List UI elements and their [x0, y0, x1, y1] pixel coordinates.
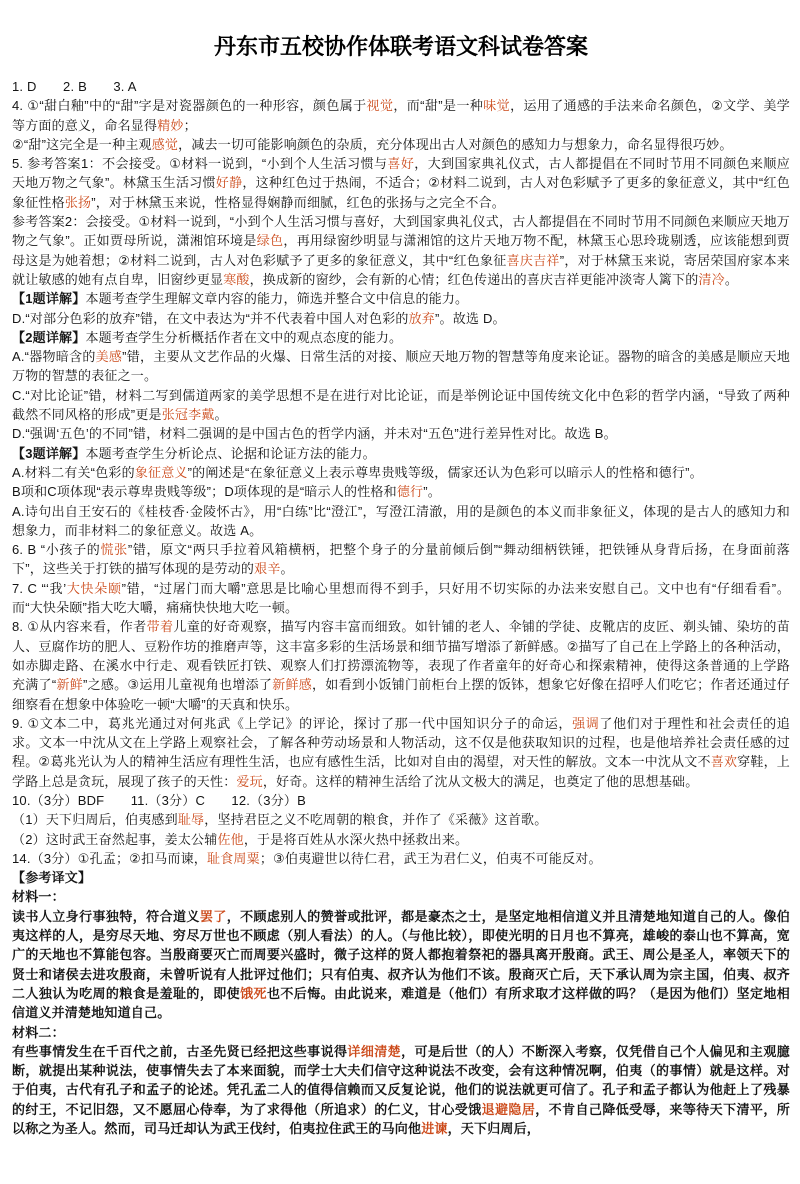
- paragraph: [12, 424, 790, 443]
- text-run: 5. 参考答案1：不会接受。①材料一说到，“小到个人生活习惯与: [12, 156, 388, 172]
- text-run: ，这种红色过于热闹，不适合；②材料二说到，古人对色彩赋予了更多的象征意义，其中“红色象征性格: [12, 175, 790, 210]
- highlighted-text: 喜庆吉祥: [506, 252, 560, 268]
- text-run: 【2题详解】: [12, 329, 86, 345]
- text-run: 7. C “‘我’: [12, 580, 67, 596]
- text-run: 【3题详解】: [12, 445, 86, 461]
- highlighted-text: 爱玩: [236, 773, 263, 789]
- text-run: ；: [183, 117, 197, 133]
- text-run: ”之感。③运用儿童视角也增添了: [83, 677, 273, 693]
- highlighted-text: 耻食周粟: [207, 850, 260, 866]
- highlighted-text: 饿死: [240, 985, 267, 1001]
- text-run: ，大到国家典礼仪式，古人都提倡在不同时节用不同颜色来顺应天地万物之气象”。林黛玉生活习惯: [12, 156, 790, 191]
- text-run: 。: [724, 271, 739, 287]
- text-run: 10.（3分）BDF 11.（3分）C 12.（3分）B: [12, 792, 306, 808]
- paragraph: [12, 887, 790, 906]
- text-run: ，可是后世（的人）不断深入考察，仅凭借自己个人偏见和主观臆断，就提出某种说法，使事情失去了本来面貌，而学士大夫们信守这种说法不改变，会有这种情况啊，伯夷（的事情）就是这样。对于伯夷，古代有孔子和孟子的论述。凭孔孟二人的值得信赖而又反复论说，他们的说法就更可信了。孔子和孟子都认为他赶上了残暴的纣王，不记旧怨，又不愿屈心侍奉，为了求得他（所追求）的仁义，甘心受饿: [12, 1043, 790, 1117]
- paragraph: [12, 386, 790, 425]
- text-run: ”错，原文“两只手拉着风箱横柄，把整个身子的分量前倾后倒”“舞动细柄铁锤，把铁锤从身背后扬，在身面前落下”，这些关于打铁的描写体现的是劳动的: [12, 542, 790, 577]
- text-run: ，于是将百姓从水深火热中拯救出来。: [243, 831, 469, 847]
- highlighted-text: 新鲜感: [272, 677, 313, 693]
- text-run: ，而“甜”是一种: [393, 98, 484, 114]
- text-run: 6. B “小孩子的: [12, 542, 101, 558]
- text-run: 14.（3分）①孔孟；②扣马而谏，: [12, 850, 208, 866]
- highlighted-text: 佐他: [217, 831, 244, 847]
- text-run: ，如看到小饭铺门前柜台上摆的饭钵，想象它好像在招呼人们吃它；作者还通过仔细察看在想象中体验吃一顿“大嚼”的天真和快乐。: [12, 677, 790, 712]
- highlighted-text: 慌张: [100, 542, 128, 558]
- text-run: B项和C项体现“表示尊卑贵贱等级”；D项体现的是“暗示人的性格和: [12, 484, 397, 500]
- text-run: ②“甜”这完全是一种主观: [12, 136, 152, 152]
- highlighted-text: 张冠李戴: [161, 407, 215, 423]
- text-run: 参考答案2：会接受。①材料一说到，“小到个人生活习惯与喜好，大到国家典礼仪式，古人都提倡在不同时节用不同颜色来顺应天地万物之气象”。正如贾母所说，潇湘馆环境是: [12, 214, 790, 249]
- text-run: 1. D 2. B 3. A: [12, 79, 137, 94]
- text-run: 。: [280, 561, 294, 577]
- text-run: ”的阐述是“在象征意义上表示尊卑贵贱等级，儒家还认为色彩可以暗示人的性格和德行”。: [187, 464, 703, 480]
- text-run: ，好奇。这样的精神生活给了沈从文极大的满足，也奠定了他的思想基础。: [262, 773, 699, 789]
- highlighted-text: 感觉: [151, 136, 179, 152]
- paragraph: [12, 1023, 790, 1042]
- text-run: ”错，“过屠门而大嚼”意思是比喻心里想而得不到手，只好用不切实际的办法来安慰自己。文中也有“仔细看看”。而“大快朵颐”指大吃大嚼，痛痛快快地大吃一顿。: [12, 580, 791, 616]
- paragraph: [12, 154, 790, 212]
- text-run: 4. ①“甜白釉”中的“甜”字是对瓷器颜色的一种形容，颜色属于: [12, 98, 367, 114]
- paragraph: [12, 96, 790, 135]
- paragraph: [12, 289, 790, 308]
- highlighted-text: 清冷: [698, 271, 725, 287]
- paragraph: [12, 1042, 790, 1138]
- highlighted-text: 退避隐居: [481, 1101, 536, 1117]
- highlighted-text: 强调: [572, 715, 600, 731]
- text-run: D.“对部分色彩的放弃”错，在文中表达为“并不代表着中国人对色彩的: [12, 310, 409, 326]
- text-run: ，不顾虑别人的赞誉或批评，都是豪杰之士，是坚定地相信道义并且清楚地知道自己的人。像伯夷这样的人，是穷尽天地、穷尽万世也不顾虑（别人看法）的人。（与他比较），即使光明的日月也不算亮，雄峻的泰山也不算高，宽广的天地也不算能包容。当殷商要灭亡而周要兴盛时，微子这样的贤人都抱着祭祀的器具离开殷商。武王、周公是圣人，率领天下的贤士和诸侯去进攻殷商，未曾听说有人批评过他们；只有伯夷、叔齐认为他们不该。殷商灭亡后，天下承认周为宗主国，伯夷、叔齐二人独认为吃周的粮食是羞耻的，即使: [12, 908, 790, 1001]
- paragraph: [12, 849, 790, 868]
- highlighted-text: 进谏: [421, 1121, 448, 1137]
- paragraph: [12, 135, 790, 154]
- highlighted-text: 罢了: [199, 908, 227, 924]
- text-run: 穿鞋，上学路上总是贪玩，展现了孩子的天性：: [12, 754, 790, 789]
- text-run: 材料一：: [12, 889, 65, 905]
- text-run: ，天下归周后，: [447, 1121, 541, 1137]
- paragraph: [12, 328, 790, 347]
- text-run: C.“对比论证”错，材料二写到儒道两家的美学思想不是在进行对比论证，而是举例论证中国传统文化中色彩的哲学内涵，“导致了两种截然不同风格的形成”更是: [12, 387, 790, 423]
- paragraph: [12, 907, 790, 1023]
- text-run: 9. ①文本二中，葛兆光通过对何兆武《上学记》的评论，探讨了那一代中国知识分子的命运，: [12, 715, 573, 731]
- paragraph: [12, 579, 790, 618]
- highlighted-text: 放弃: [408, 310, 435, 326]
- highlighted-text: 象征意义: [134, 464, 188, 480]
- highlighted-text: 美感: [95, 349, 123, 365]
- text-run: 【参考译文】: [12, 870, 92, 886]
- highlighted-text: 详细清楚: [347, 1043, 402, 1059]
- text-run: A.材料二有关“色彩的: [12, 464, 135, 480]
- text-run: ”。: [423, 484, 441, 500]
- highlighted-text: 绿色: [256, 233, 284, 249]
- highlighted-text: 新鲜: [56, 677, 84, 693]
- text-run: 材料二：: [12, 1024, 65, 1040]
- text-run: 也不后悔。由此说来，难道是（他们）有所求取才这样做的吗？（是因为他们）坚定地相信道义并清楚地知道自己。: [12, 985, 790, 1021]
- highlighted-text: 视觉: [366, 98, 394, 114]
- text-run: ，换成新的窗纱，会有新的心情；红色传递出的喜庆吉祥更能冲淡寄人篱下的: [249, 271, 699, 287]
- highlighted-text: 大快朵颐: [66, 580, 122, 596]
- paragraph: [12, 347, 790, 386]
- paragraph: [12, 212, 790, 289]
- highlighted-text: 喜欢: [710, 754, 738, 770]
- paragraph: [12, 309, 790, 328]
- paragraph: [12, 868, 790, 887]
- text-run: ”，对于林黛玉来说，寄居荣国府家本来就让敏感的她有点自卑，旧窗纱更显: [12, 252, 790, 287]
- text-run: D.“强调‘五色’的不同”错，材料二强调的是中国古色的哲学内涵，并未对“五色”进行差异性对比。故选 B。: [12, 426, 617, 442]
- highlighted-text: 好静: [215, 175, 243, 191]
- highlighted-text: 张扬: [64, 194, 92, 210]
- document-body: [12, 77, 790, 1138]
- highlighted-text: 精妙: [157, 117, 184, 133]
- text-run: ，减去一切可能影响颜色的杂质，充分体现出古人对颜色的感知力与想象力，命名显得很巧妙。: [178, 136, 733, 152]
- paragraph: [12, 714, 790, 791]
- text-run: ”，对于林黛玉来说，性格显得娴静而细腻，红色的张扬与之完全不合。: [91, 194, 505, 210]
- paragraph: [12, 810, 790, 829]
- highlighted-text: 寒酸: [223, 271, 250, 287]
- paragraph: [12, 540, 790, 579]
- paragraph: [12, 830, 790, 849]
- text-run: ，坚持君臣之义不吃周朝的粮食，并作了《采薇》这首歌。: [204, 812, 548, 828]
- text-run: 8. ①从内容来看，作者: [12, 619, 147, 635]
- text-run: ”错，主要从文艺作品的火爆、日常生活的对接、顺应天地万物的智慧等角度来论证。器物的暗含的美感是顺应天地万物的智慧的表征之一。: [12, 349, 791, 384]
- paragraph: [12, 444, 790, 463]
- text-run: 本题考查学生分析论点、论据和论证方法的能力。: [85, 445, 376, 461]
- highlighted-text: 德行: [396, 484, 424, 500]
- text-run: ，运用了通感的手法来命名颜色，②文学、美学等方面的意义，命名显得: [12, 98, 790, 133]
- text-run: （2）这时武王奋然起事，姜太公辅: [12, 831, 218, 847]
- highlighted-text: 耻辱: [177, 812, 205, 828]
- paragraph: [12, 502, 790, 541]
- highlighted-text: 喜好: [387, 156, 415, 172]
- text-run: 儿童的好奇观察，描写内容丰富而细致。如针铺的老人、伞铺的学徒、皮靴店的皮匠、剃头铺、染坊的苗人、豆腐作坊的肥人、豆粉作坊的推磨声等，这丰富多彩的生活场景和细节描写增添了新鲜感。②描写了自己在上学路上的各种活动，如赤脚走路、在溪水中行走、观看铁匠打铁、观察人们打捞漂流物等，表现了作者童年的好奇心和探索精神，使得这条普通的上学路充满了“: [12, 619, 790, 693]
- text-run: ，不肯自己降低受辱，来等待天下清平，所以称之为圣人。然而，司马迁却认为武王伐纣，伯夷拉住武王的马向他: [12, 1101, 790, 1137]
- highlighted-text: 艰辛: [254, 561, 281, 577]
- text-run: 。: [214, 407, 228, 423]
- text-run: A.“器物暗含的: [12, 349, 96, 365]
- text-run: （1）天下归周后，伯夷感到: [12, 812, 178, 828]
- paragraph: [12, 617, 790, 713]
- paragraph: [12, 482, 790, 501]
- text-run: 本题考查学生分析概括作者在文中的观点态度的能力。: [85, 329, 403, 345]
- highlighted-text: 味觉: [483, 98, 511, 114]
- text-run: 读书人立身行事独特，符合道义: [12, 908, 200, 924]
- text-run: 有些事情发生在千百代之前，古圣先贤已经把这些事说得: [12, 1043, 348, 1059]
- paragraph: [12, 791, 790, 810]
- text-run: 了他们对于理性和社会责任的追求。文本一中沈从文在上学路上观察社会，了解各种劳动场景和人物活动，这不仅是他获取知识的过程，也是他培养社会责任感的过程。②葛兆光认为人的精神生活应有理性生活，也应有感性生活，比如对自由的渴望，对天性的解放。文本一中沈从文不: [12, 715, 790, 770]
- text-run: 本题考查学生理解文章内容的能力，筛选并整合文中信息的能力。: [85, 291, 469, 307]
- page-title: 丹东市五校协作体联考语文科试卷答案: [213, 34, 588, 59]
- text-run: ”。故选 D。: [435, 310, 506, 326]
- paragraph: [12, 77, 790, 96]
- text-run: ，再用绿窗纱明显与潇湘馆的这片天地万物不配，林黛玉心思玲珑剔透，应该能想到贾母这是为她着想；②材料二说到，古人对色彩赋予了更多的象征意义，其中“红色象征: [12, 233, 790, 268]
- highlighted-text: 带着: [146, 619, 174, 635]
- paragraph: [12, 463, 790, 482]
- text-run: ；③伯夷避世以待仁君，武王为君仁义，伯夷不可能反对。: [259, 850, 602, 866]
- text-run: A.诗句出自王安石的《桂枝香·金陵怀古》，用“白练”比“澄江”，写澄江清澈，用的是颜色的本义而非象征义，体现的是古人的感知力和想象力，而非材料二的象征意义。故选 A。: [12, 503, 790, 538]
- text-run: 【1题详解】: [12, 291, 86, 307]
